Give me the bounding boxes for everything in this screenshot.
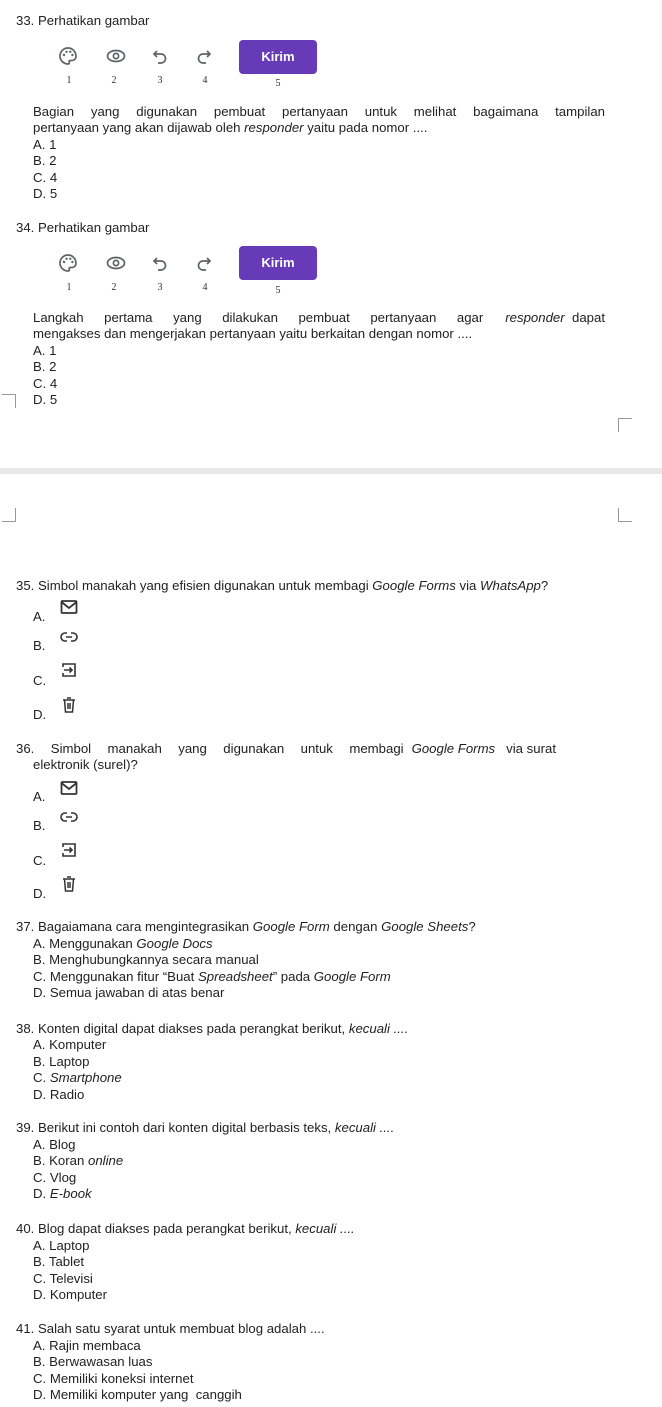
q39-option-d: D. E-book bbox=[33, 1186, 92, 1201]
undo-icon bbox=[150, 253, 170, 273]
q37-stem: 37. Bagaiamana cara mengintegrasikan Google Form dengan Google Sheets? bbox=[16, 919, 476, 934]
trash-icon bbox=[60, 875, 78, 893]
crop-mark bbox=[618, 418, 632, 432]
q40-option-c: C. Televisi bbox=[33, 1271, 93, 1286]
embed-icon bbox=[60, 841, 78, 859]
q39-option-b: B. Koran online bbox=[33, 1153, 124, 1168]
email-icon bbox=[60, 779, 78, 797]
q41-option-d: D. Memiliki komputer yang canggih bbox=[33, 1387, 242, 1402]
email-icon bbox=[60, 598, 78, 616]
q39-option-a: A. Blog bbox=[33, 1137, 76, 1152]
q38-option-d: D. Radio bbox=[33, 1087, 85, 1102]
q35-option-a-label: A. bbox=[33, 609, 46, 624]
link-icon bbox=[60, 808, 78, 826]
page-divider bbox=[0, 468, 662, 474]
q34-option-d: D. 5 bbox=[33, 392, 58, 407]
label-number-2: 2 bbox=[111, 282, 117, 293]
kirim-button[interactable]: Kirim bbox=[239, 246, 317, 280]
q34-option-c: C. 4 bbox=[33, 376, 58, 391]
q36-option-d-label: D. bbox=[33, 886, 47, 901]
q38-stem: 38. Konten digital dapat diakses pada perangkat berikut, kecuali .... bbox=[16, 1021, 409, 1036]
q41-option-c: C. Memiliki koneksi internet bbox=[33, 1371, 194, 1386]
q34-option-a: A. 1 bbox=[33, 343, 57, 358]
q40-option-b: B. Tablet bbox=[33, 1254, 85, 1269]
q40-stem: 40. Blog dapat diakses pada perangkat berikut, kecuali .... bbox=[16, 1221, 355, 1236]
label-number-4: 4 bbox=[202, 282, 208, 293]
label-number-1: 1 bbox=[66, 282, 72, 293]
q36-stem-line2: elektronik (surel)? bbox=[33, 757, 138, 772]
q36-option-c-label: C. bbox=[33, 853, 47, 868]
crop-mark bbox=[618, 508, 632, 522]
trash-icon bbox=[60, 696, 78, 714]
q33-option-c: C. 4 bbox=[33, 170, 58, 185]
label-number-4: 4 bbox=[202, 75, 208, 86]
q38-option-a: A. Komputer bbox=[33, 1037, 107, 1052]
q36-stem-line1: 36. Simbol manakah yang digunakan untuk membagi Google Forms via surat bbox=[16, 741, 556, 756]
label-number-5: 5 bbox=[275, 78, 281, 89]
q35-option-d-label: D. bbox=[33, 707, 47, 722]
q41-option-b: B. Berwawasan luas bbox=[33, 1354, 153, 1369]
q41-option-a: A. Rajin membaca bbox=[33, 1338, 141, 1353]
eye-icon bbox=[106, 46, 126, 66]
redo-icon bbox=[194, 253, 214, 273]
label-number-2: 2 bbox=[111, 75, 117, 86]
q37-option-d: D. Semua jawaban di atas benar bbox=[33, 985, 225, 1000]
kirim-button[interactable]: Kirim bbox=[239, 40, 317, 74]
crop-mark bbox=[2, 394, 16, 408]
q37-option-b: B. Menghubungkannya secara manual bbox=[33, 952, 259, 967]
q33-text-line1: Bagian yang digunakan pembuat pertanyaan untuk melihat bagaimana tampilan bbox=[33, 104, 605, 119]
q35-stem: 35. Simbol manakah yang efisien digunakan untuk membagi Google Forms via WhatsApp? bbox=[16, 578, 549, 593]
q38-option-c: C. Smartphone bbox=[33, 1070, 122, 1085]
q36-option-a-label: A. bbox=[33, 789, 46, 804]
embed-icon bbox=[60, 661, 78, 679]
q39-option-c: C. Vlog bbox=[33, 1170, 77, 1185]
q33-option-a: A. 1 bbox=[33, 137, 57, 152]
q33-option-b: B. 2 bbox=[33, 153, 57, 168]
link-icon bbox=[60, 628, 78, 646]
q40-option-d: D. Komputer bbox=[33, 1287, 108, 1302]
redo-icon bbox=[194, 46, 214, 66]
label-number-3: 3 bbox=[157, 282, 163, 293]
q37-option-a: A. Menggunakan Google Docs bbox=[33, 936, 213, 951]
eye-icon bbox=[106, 253, 126, 273]
palette-icon bbox=[58, 46, 78, 66]
q34-text-line2: mengakses dan mengerjakan pertanyaan yaitu berkaitan dengan nomor .... bbox=[33, 326, 473, 341]
crop-mark bbox=[2, 508, 16, 522]
undo-icon bbox=[150, 46, 170, 66]
label-number-3: 3 bbox=[157, 75, 163, 86]
q40-option-a: A. Laptop bbox=[33, 1238, 90, 1253]
q34-text-line1: Langkah pertama yang dilakukan pembuat pertanyaan agar responder dapat bbox=[33, 310, 605, 325]
q35-option-b-label: B. bbox=[33, 638, 46, 653]
label-number-5: 5 bbox=[275, 285, 281, 296]
q33-text-line2: pertanyaan yang akan dijawab oleh responder yaitu pada nomor .... bbox=[33, 120, 428, 135]
q41-stem: 41. Salah satu syarat untuk membuat blog adalah .... bbox=[16, 1321, 325, 1336]
q36-option-b-label: B. bbox=[33, 818, 46, 833]
q38-option-b: B. Laptop bbox=[33, 1054, 90, 1069]
q33-option-d: D. 5 bbox=[33, 186, 58, 201]
palette-icon bbox=[58, 253, 78, 273]
q34-stem: 34. Perhatikan gambar bbox=[16, 220, 150, 235]
q34-option-b: B. 2 bbox=[33, 359, 57, 374]
q35-option-c-label: C. bbox=[33, 673, 47, 688]
q33-stem: 33. Perhatikan gambar bbox=[16, 13, 150, 28]
label-number-1: 1 bbox=[66, 75, 72, 86]
q37-option-c: C. Menggunakan fitur “Buat Spreadsheet” pada Google Form bbox=[33, 969, 391, 984]
q39-stem: 39. Berikut ini contoh dari konten digital berbasis teks, kecuali .... bbox=[16, 1120, 395, 1135]
